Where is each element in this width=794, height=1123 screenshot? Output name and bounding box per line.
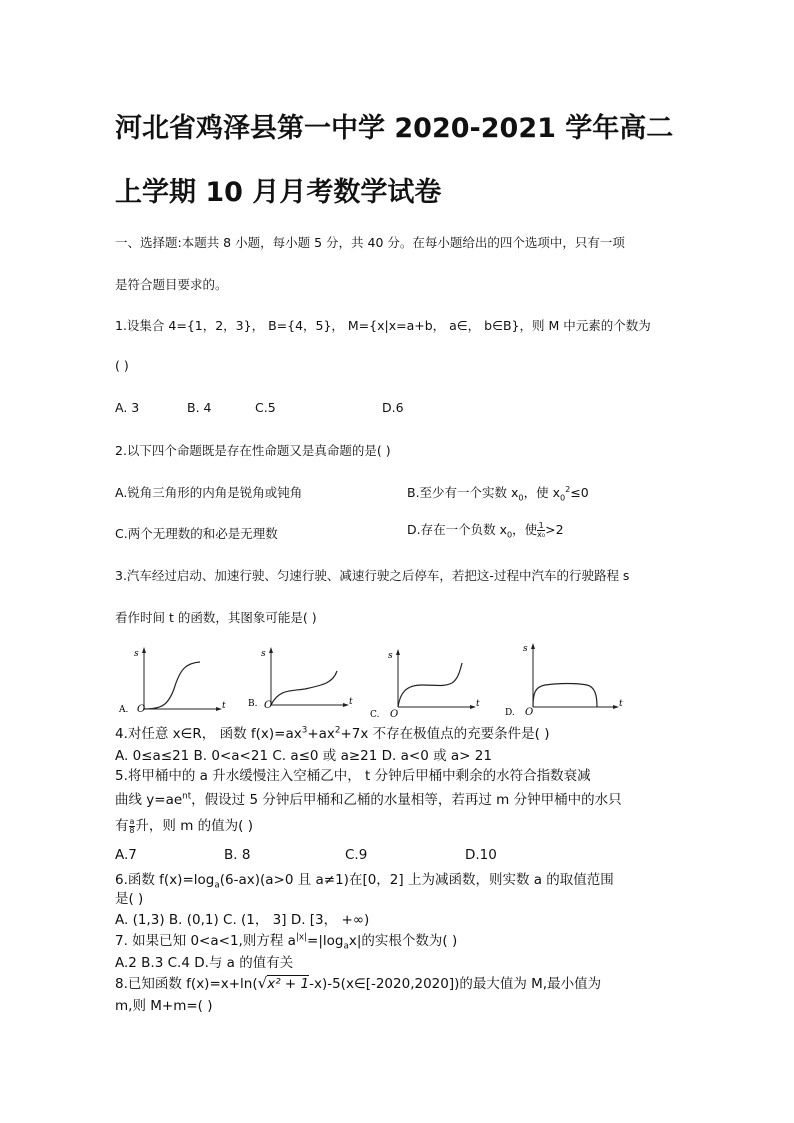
- q8-stem-line1: 8.已知函数 f(x)=x+ln(√x² + 1-x)-5(x∈[-2020,2020])的最大值为 M,最小值为: [115, 974, 602, 992]
- q3-graph-c: [366, 645, 486, 720]
- graph-c-label: C.: [370, 710, 380, 720]
- graph-d-label: D.: [505, 708, 515, 717]
- exam-title-line1: 河北省鸡泽县第一中学 2020-2021 学年高二: [115, 113, 674, 144]
- q3-graph-a: [118, 645, 238, 715]
- exam-title-line2: 上学期 10 月月考数学试卷: [115, 177, 442, 208]
- section-instructions-line1: 一、选择题:本题共 8 小题，每小题 5 分，共 40 分。在每小题给出的四个选项中，只有一项: [115, 235, 625, 250]
- q5-stem-line3: 有 $\frac{a}{8}$ 升，则 m 的值为( ): [115, 816, 253, 835]
- q2-stem: 2.以下四个命题既是存在性命题又是真命题的是( ): [115, 443, 391, 458]
- q6-stem-line2: 是( ): [115, 891, 144, 907]
- q8-sqrt: √x² + 1: [257, 974, 310, 992]
- section-instructions-line2: 是符合题目要求的。: [115, 277, 228, 292]
- graph-c-t-label: t: [476, 699, 480, 709]
- q6-options: A. (1,3) B. (0,1) C. (1， 3] D. [3， +∞): [115, 912, 370, 928]
- q5-fraction: $\frac{a}{8}$: [129, 816, 135, 835]
- q5-option-b: B. 8: [224, 847, 251, 863]
- q2-option-a: A.锐角三角形的内角是锐角或钝角: [115, 485, 303, 500]
- graph-a-t-label: t: [222, 701, 226, 711]
- q1-option-c: C.5: [255, 400, 276, 415]
- graph-a-origin: O: [137, 704, 146, 715]
- q2-option-d: D.存在一个负数 $x_0$，使 $\frac{1}{\text{x₀}}$ >2: [407, 521, 564, 540]
- graph-d-t-label: t: [619, 699, 623, 709]
- q3-stem-line2: 看作时间 t 的函数，其图象可能是( ): [115, 610, 317, 625]
- q5-option-a: A.7: [115, 847, 137, 863]
- q1-option-a: A. 3: [115, 400, 140, 415]
- q6-stem-line1: 6.函数 $f(x)=\log_a(6-ax)(a>0$ 且 a≠1)在[0，2] 上为减函数，则实数 a 的取值范围: [115, 872, 614, 891]
- graph-c-origin: O: [390, 709, 399, 720]
- q7-stem: 7. 如果已知 0<a<1,则方程 $a^{|x|}=|\log_ax|$的实根个数为( ): [115, 932, 458, 952]
- q5-option-c: C.9: [345, 847, 368, 863]
- q7-options: A.2 B.3 C.4 D.与 a 的值有关: [115, 955, 294, 971]
- graph-b-t-label: t: [349, 697, 353, 707]
- q5-option-d: D.10: [465, 847, 497, 863]
- graph-b-origin: O: [264, 700, 273, 711]
- q5-stem-line1: 5.将甲桶中的 a 升水缓慢注入空桶乙中， t 分钟后甲桶中剩余的水符合指数衰减: [115, 768, 591, 784]
- q1-stem: 1.设集合 4={1，2，3}， B={4，5}， M={x|x=a+b， a∈， b∈B}，则 M 中元素的个数为: [115, 318, 651, 333]
- q4-options: A. 0≤a≤21 B. 0<a<21 C. a≤0 或 a≥21 D. a<0 或 a> 21: [115, 748, 492, 764]
- graph-d-origin: O: [525, 707, 534, 717]
- graph-b-s-label: s: [261, 649, 266, 659]
- q2-option-c: C.两个无理数的和必是无理数: [115, 526, 278, 541]
- graph-d-s-label: s: [523, 644, 528, 654]
- q5-stem-line2: 曲线 $y=ae^{nt}$，假设过 5 分钟后甲桶和乙桶的水量相等，若再过 m 分钟甲桶中的水只: [115, 791, 622, 808]
- q2-fraction: $\frac{1}{\text{x₀}}$: [537, 521, 546, 539]
- q3-graph-b: [245, 645, 365, 715]
- graph-a-label: A.: [119, 705, 129, 715]
- q3-stem-line1: 3.汽车经过启动、加速行驶、匀速行驶、减速行驶之后停车，若把这-过程中汽车的行驶路程 s: [115, 568, 630, 583]
- q2-option-b: B.至少有一个实数 $x_0$，使 $x_0^2\le 0$: [407, 483, 589, 503]
- graph-b-label: B.: [248, 699, 258, 709]
- q1-paren: ( ): [115, 358, 129, 373]
- graph-a-s-label: s: [134, 649, 139, 659]
- q1-option-b: B. 4: [187, 400, 212, 415]
- q8-stem-line2: m,则 M+m=( ): [115, 998, 213, 1014]
- q3-graph-d: [497, 637, 632, 717]
- q1-option-d: D.6: [382, 400, 404, 415]
- q4-stem: 4.对任意 x∈R， 函数 $f(x)=ax^3+ax^2+7x$ 不存在极值点的充要条件是( ): [115, 725, 550, 742]
- graph-c-s-label: s: [388, 651, 393, 661]
